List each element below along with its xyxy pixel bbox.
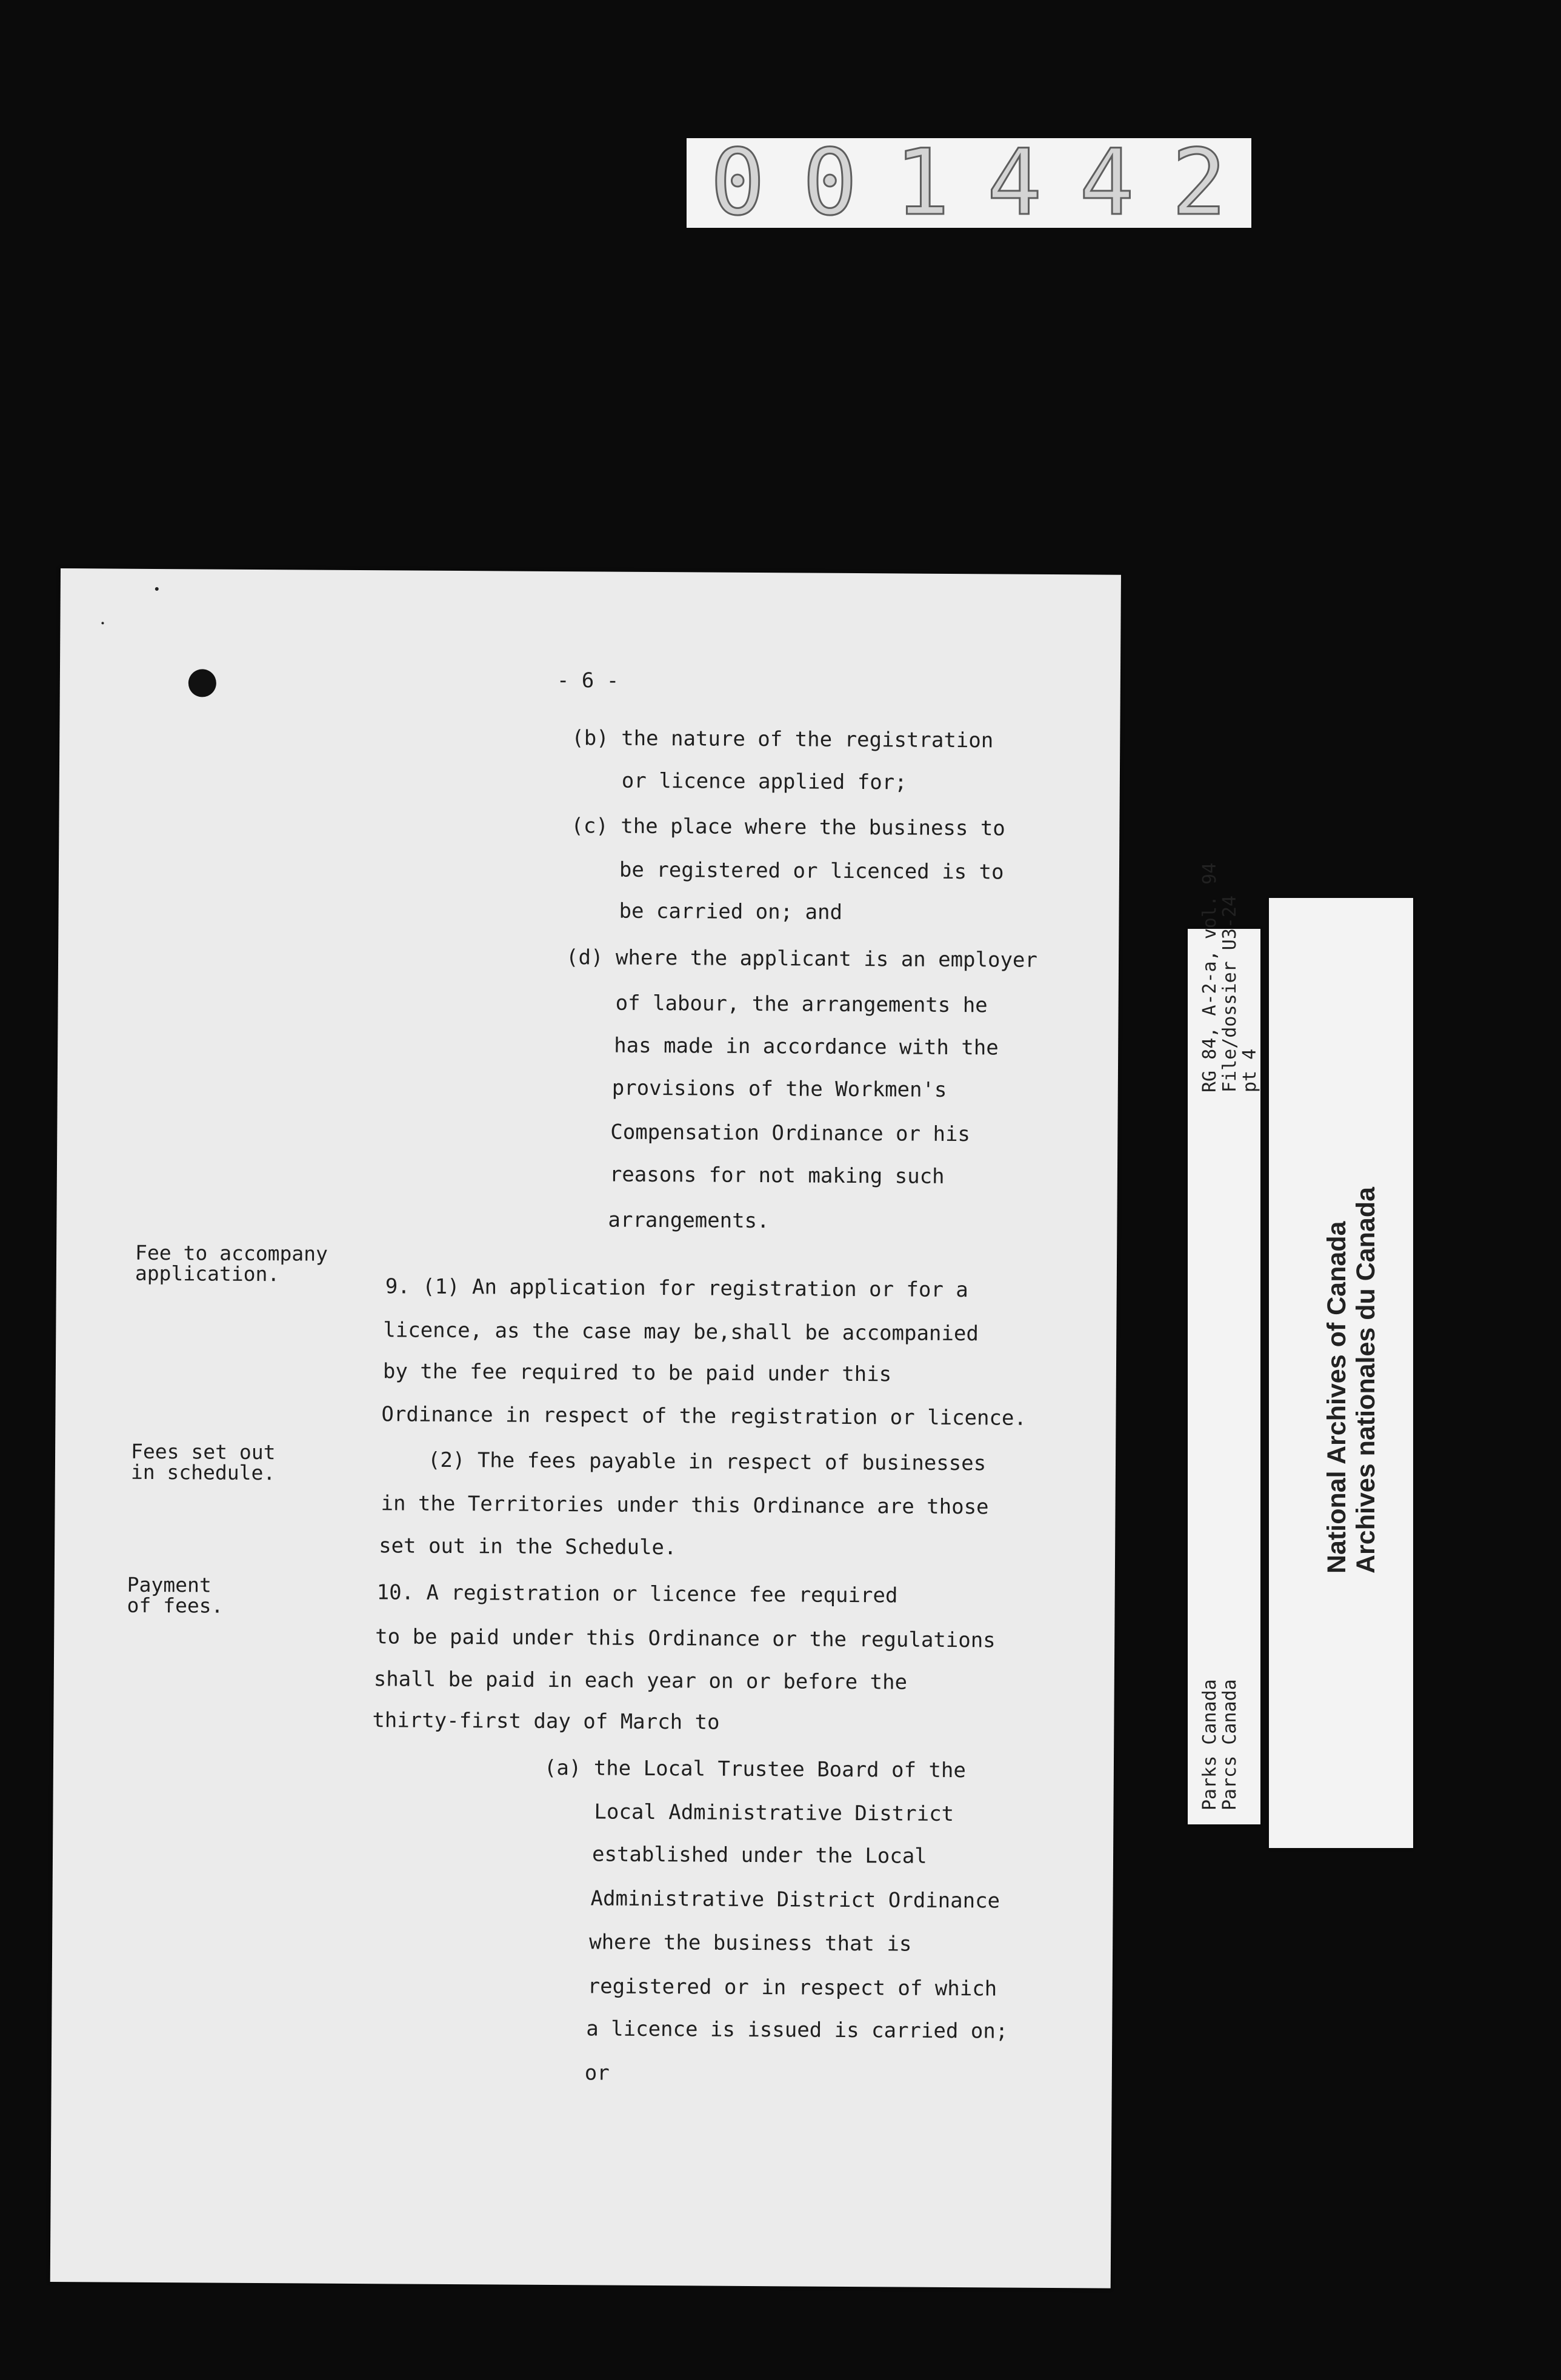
body-line: shall be paid in each year on or before the (373, 1667, 908, 1695)
body-line: be registered or licenced is to (619, 857, 1004, 885)
body-line: Ordinance in respect of the registration or licence. (381, 1402, 1027, 1431)
body-line: or licence applied for; (621, 768, 907, 795)
body-line: has made in accordance with the (614, 1033, 999, 1060)
margin-note: Fee to accompany application. (135, 1240, 328, 1286)
body-line: where the business that is (589, 1930, 912, 1956)
body-line: to be paid under this Ordinance or the regulations (375, 1624, 996, 1653)
body-line: established under the Local (591, 1842, 927, 1869)
body-line: be carried on; and (619, 899, 843, 925)
margin-note: Payment of fees. (127, 1572, 224, 1618)
body-line: Compensation Ordinance or his (610, 1120, 971, 1147)
document-page (50, 568, 1121, 2289)
frame-number-label: 001442 (687, 138, 1251, 228)
body-line: registered or in respect of which (587, 1974, 997, 2001)
body-line: 10. A registration or licence fee required (376, 1580, 898, 1608)
body-line: (b) the nature of the registration (571, 726, 994, 753)
body-line: Local Administrative District (594, 1800, 954, 1827)
body-line: arrangements. (608, 1208, 770, 1234)
body-line: provisions of the Workmen's (611, 1075, 947, 1102)
archive-institution: National Archives of Canada Archives nationales du Canada (1322, 1186, 1380, 1574)
paper-speck (155, 587, 159, 591)
paper-speck (101, 622, 104, 624)
body-line: a licence is issued is carried on; (586, 2016, 1008, 2044)
margin-note: Fees set out in schedule. (130, 1439, 276, 1485)
body-line: (2) The fees payable in respect of businesses (427, 1448, 987, 1476)
punch-hole (188, 669, 216, 697)
page-number: - 6 - (556, 668, 619, 693)
body-line: (d) where the applicant is an employer (565, 945, 1038, 972)
body-line: in the Territories under this Ordinance are those (381, 1491, 989, 1520)
body-line: set out in the Schedule. (379, 1534, 677, 1560)
body-line: or (584, 2061, 610, 2086)
body-line: (c) the place where the business to (571, 814, 1005, 841)
archive-institution-strip (1269, 898, 1413, 1848)
body-line: Administrative District Ordinance (590, 1886, 1000, 1913)
archive-reference: RG 84, A-2-a, vol. 94 File/dossier U3-24 pt 4 (1199, 862, 1260, 1092)
body-line: thirty-first day of March to (372, 1708, 720, 1735)
archive-reference-strip (1188, 862, 1260, 1824)
archive-agency: Parks Canada Parcs Canada (1199, 1679, 1240, 1810)
body-line: licence, as the case may be,shall be accompanied (383, 1318, 979, 1346)
body-line: reasons for not making such (609, 1162, 945, 1189)
body-line: by the fee required to be paid under this (382, 1359, 892, 1387)
body-line: (a) the Local Trustee Board of the (544, 1755, 967, 1783)
body-line: of labour, the arrangements he (615, 991, 988, 1018)
body-line: 9. (1) An application for registration or for a (385, 1274, 968, 1303)
